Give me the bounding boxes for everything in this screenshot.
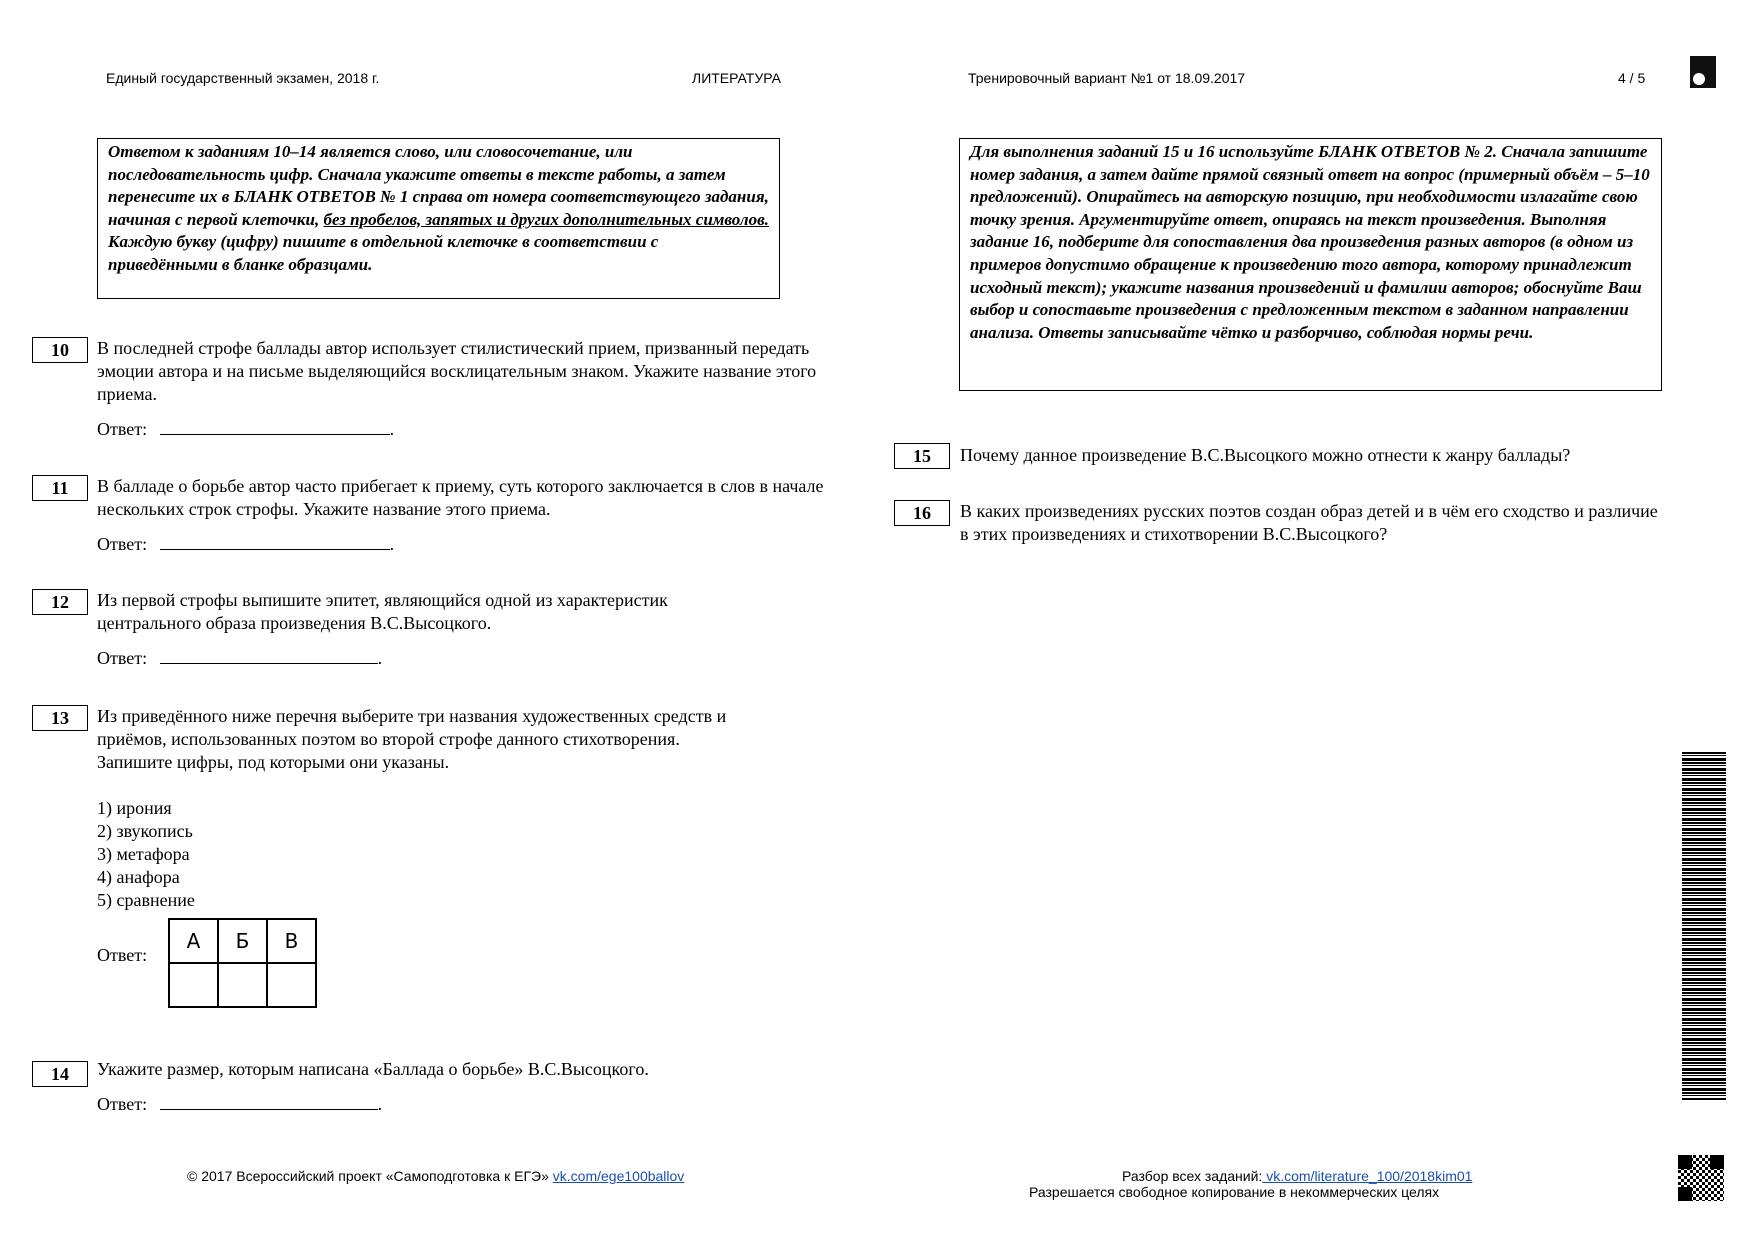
- question-number-15: 15: [894, 443, 950, 469]
- answer-end: .: [389, 534, 395, 554]
- answer-label: Ответ:: [97, 945, 148, 965]
- answer-row-11: [97, 531, 394, 555]
- analysis-link[interactable]: vk.com/literature_100/2018kim01: [1262, 1168, 1473, 1184]
- options-list-13: [97, 797, 195, 912]
- grid-cell-a[interactable]: [169, 963, 218, 1007]
- copyright-link[interactable]: vk.com/ege100ballov: [552, 1168, 685, 1184]
- qr-code-icon: [1678, 1155, 1724, 1201]
- question-text-14: Укажите размер, которым написана «Баллада о борьбе» В.С.Высоцкого.: [97, 1059, 649, 1079]
- grid-cell-b[interactable]: [218, 963, 267, 1007]
- option-3: 3) метафора: [97, 844, 190, 864]
- answer-row-12: [97, 645, 382, 669]
- grid-header-v: В: [267, 919, 316, 963]
- copyright-text: © 2017 Всероссийский проект «Самоподготовка к ЕГЭ»: [187, 1168, 549, 1184]
- instructions-box-right: Для выполнения заданий 15 и 16 используйте БЛАНК ОТВЕТОВ № 2. Сначала запишите номер задания, а затем дайте прямой связный ответ на вопрос (примерный объём – 5–10 предложений). Опирайтесь на авторскую позицию, при необходимости излагайте свою точку зрения. Аргументируйте ответ, опираясь на текст произведения. Выполняя задание 16, подберите для сопоставления два произведения разных авторов (в одном из примеров допустимо обращение к произведению того автора, которому принадлежит исходный текст); укажите названия произведений и фамилии авторов; обоснуйте Ваш выбор и сопоставьте произведения с предложенным текстом в заданном направлении анализа. Ответы записывайте чётко и разборчиво, соблюдая нормы речи.: [959, 138, 1662, 391]
- variant-title: Тренировочный вариант №1 от 18.09.2017: [968, 70, 1246, 86]
- answer-line-11[interactable]: [160, 531, 390, 550]
- footer-license: Разрешается свободное копирование в некоммерческих целях: [1029, 1184, 1440, 1200]
- question-text-10: В последней строфе баллады автор использует стилистический прием, призванный передать эмоции автора и на письме выделяющийся восклицательным знаком. Укажите название этого приема.: [97, 338, 817, 404]
- grid-header-a: А: [169, 919, 218, 963]
- answer-line-12[interactable]: [160, 645, 378, 664]
- question-text-16: В каких произведениях русских поэтов создан образ детей и в чём его сходство и различие в этих произведениях и стихотворении В.С.Высоцкого?: [960, 501, 1658, 544]
- option-1: 1) ирония: [97, 798, 172, 818]
- answer-row-14: [97, 1091, 382, 1115]
- instructions-left-part2: Каждую букву (цифру) пишите в отдельной клеточке в соответствии с приведёнными в бланке образцами.: [108, 232, 659, 274]
- answer-label: Ответ:: [97, 1094, 148, 1114]
- question-number-16: 16: [894, 500, 950, 526]
- question-number-14: 14: [32, 1061, 88, 1087]
- answer-end: .: [377, 648, 383, 668]
- answer-line-14[interactable]: [160, 1091, 378, 1110]
- question-number-10: 10: [32, 337, 88, 363]
- answer-label: Ответ:: [97, 419, 148, 439]
- instructions-box-left: [97, 138, 780, 299]
- instructions-left-part1: Ответом к заданиям 10–14 является слово, или словосочетание, или последовательность цифр. Сначала укажите ответы в тексте работы, а затем перенесите их в БЛАНК ОТВЕТОВ № 1 справа от номера соответствующего задания, начиная с первой клеточки,: [108, 142, 769, 229]
- answer-grid-13: [168, 918, 317, 1008]
- option-5: 5) сравнение: [97, 890, 195, 910]
- option-2: 2) звукопись: [97, 821, 193, 841]
- corner-marker-icon: [1690, 56, 1716, 88]
- option-4: 4) анафора: [97, 867, 180, 887]
- question-text-12: Из первой строфы выпишите эпитет, являющийся одной из характеристик центрального образа произведения В.С.Высоцкого.: [97, 590, 668, 633]
- question-number-13: 13: [32, 705, 88, 731]
- answer-line-10[interactable]: [160, 416, 390, 435]
- question-number-12: 12: [32, 589, 88, 615]
- question-number-11: 11: [32, 475, 88, 501]
- grid-cell-v[interactable]: [267, 963, 316, 1007]
- subject-title: ЛИТЕРАТУРА: [692, 70, 781, 86]
- footer-analysis: [1122, 1168, 1472, 1184]
- grid-header-b: Б: [218, 919, 267, 963]
- analysis-label: Разбор всех заданий:: [1122, 1168, 1263, 1184]
- instructions-left-underlined: без пробелов, запятых и других дополнительных символов.: [323, 209, 769, 229]
- question-text-13: Из приведённого ниже перечня выберите три названия художественных средств и приёмов, использованных поэтом во второй строфе данного стихотворения. Запишите цифры, под которыми они указаны.: [97, 706, 727, 772]
- question-text-11: В балладе о борьбе автор часто прибегает к приему, суть которого заключается в слов в начале нескольких строк строфы. Укажите название этого приема.: [97, 476, 824, 519]
- answer-row-10: [97, 416, 394, 440]
- footer-copyright: [187, 1168, 684, 1184]
- answer-label: Ответ:: [97, 534, 148, 554]
- page-number: 4 / 5: [1618, 70, 1646, 86]
- question-text-15: Почему данное произведение В.С.Высоцкого можно отнести к жанру баллады?: [960, 445, 1571, 465]
- answer-label: Ответ:: [97, 648, 148, 668]
- exam-title: Единый государственный экзамен, 2018 г.: [106, 70, 380, 86]
- barcode-icon: [1682, 752, 1726, 1100]
- answer-end: .: [377, 1094, 383, 1114]
- answer-end: .: [389, 419, 395, 439]
